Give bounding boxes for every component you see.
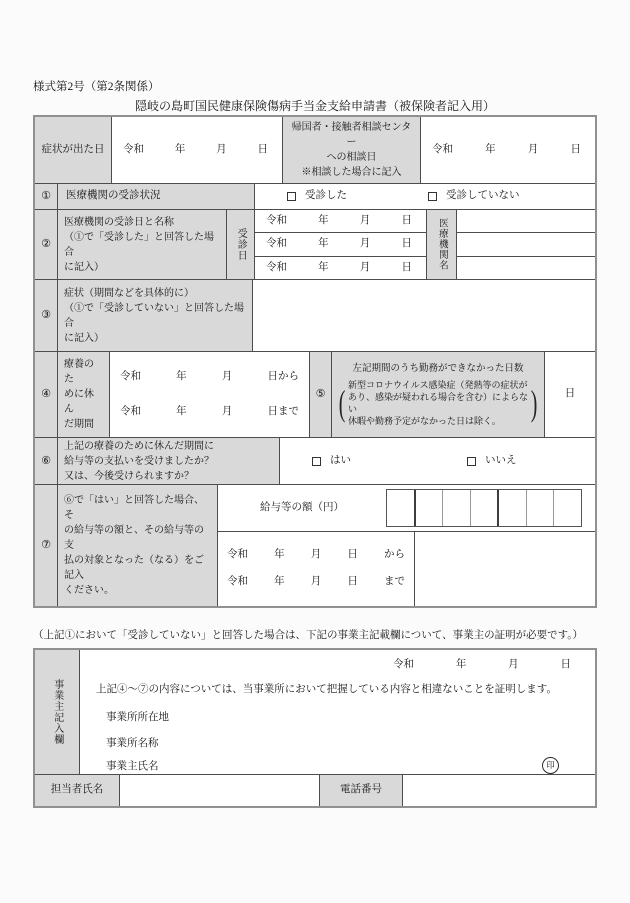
day-label: 日 <box>257 143 268 155</box>
q2-org-names <box>457 210 595 279</box>
symptom-date-label: 症状が出た日 <box>35 117 112 183</box>
phone-label: 電話番号 <box>320 775 403 806</box>
month-label: 月 <box>216 143 227 155</box>
q2-label: 医療機関の受診日と名称 （①で「受診した」と回答した場合 に記入） <box>58 210 227 279</box>
q1-option-no[interactable]: 受診していない <box>428 184 520 209</box>
q4-q5-row <box>35 352 595 438</box>
q1-number: ① <box>35 184 58 209</box>
employer-office-name-label: 事業所名称 <box>106 738 159 749</box>
consult-center-label: 帰国者・接触者相談センター への相談日 ※相談した場合に記入 <box>283 117 421 183</box>
q7-label: ⑥で「はい」と回答した場合、そ の給与等の額と、その給与等の支 払の対象となった（なる）をご記入 ください。 <box>58 485 218 606</box>
q5-unit-label: 日 <box>564 388 576 400</box>
q2-org-name-field-1[interactable] <box>457 210 595 233</box>
amount-digit-box[interactable] <box>553 490 581 526</box>
q1-options <box>255 184 595 209</box>
q1-label: 医療機関の受診状況 <box>58 184 255 209</box>
year-label: 年 <box>485 143 496 155</box>
q5-days-field[interactable] <box>545 352 595 437</box>
checkbox-icon[interactable] <box>428 192 437 201</box>
employer-content <box>80 650 595 774</box>
q4-period-from-field[interactable]: 令和 年 月 日から <box>120 371 299 383</box>
main-table <box>33 115 597 608</box>
q4-period-to-field[interactable]: 令和 年 月 日まで <box>120 405 299 417</box>
q6-options <box>280 438 595 484</box>
year-label: 年 <box>174 143 186 155</box>
form-title: 隠岐の島町国民健康保険傷病手当金支給申請書（被保険者記入用） <box>134 99 495 113</box>
seal-icon: 印 <box>542 757 559 774</box>
symptom-date-field[interactable] <box>112 117 283 183</box>
q7-amount-label: 給与等の額（円） <box>260 501 344 513</box>
amount-digit-box[interactable] <box>497 490 526 526</box>
q5-title: 左記期間のうち勤務ができなかった日数 <box>352 363 524 374</box>
q7-pay-blank-field[interactable] <box>415 532 595 606</box>
amount-digit-box[interactable] <box>442 490 470 526</box>
month-label: 月 <box>527 143 539 155</box>
checkbox-icon[interactable] <box>287 192 296 201</box>
q3-label: 症状（期間などを具体的に） （①で「受診していない」と回答した場合 に記入） <box>58 280 253 351</box>
left-paren-glyph: ( <box>338 382 346 423</box>
q2-visit-dates <box>255 210 427 279</box>
q3-number: ③ <box>35 280 58 351</box>
q2-visit-date-field-3[interactable]: 令和 年 月 日 <box>255 257 427 279</box>
right-paren-glyph: ) <box>530 382 538 423</box>
employer-main-row <box>35 650 595 775</box>
q2-visit-date-field-1[interactable]: 令和 年 月 日 <box>255 210 427 233</box>
era-label: 令和 <box>123 143 144 155</box>
q6-row <box>35 438 595 485</box>
q2-org-name-field-3[interactable] <box>457 257 595 279</box>
employer-address-field[interactable] <box>200 705 575 729</box>
q6-number: ⑥ <box>35 438 58 484</box>
contact-name-label: 担当者氏名 <box>35 775 120 806</box>
q2-visit-date-column-label: 受診日 <box>227 210 255 279</box>
q5-number: ⑤ <box>310 352 332 437</box>
amount-digit-box[interactable] <box>387 490 414 526</box>
form-number: 様式第2号（第2条関係） <box>33 81 160 93</box>
checkbox-icon[interactable] <box>467 457 476 466</box>
q3-row <box>35 280 595 352</box>
employer-date-field[interactable]: 令和 年 月 日 <box>393 659 571 670</box>
employer-address-label: 事業所所在地 <box>106 712 169 723</box>
q7-right-area <box>218 485 595 606</box>
q4-number: ④ <box>35 352 58 437</box>
q5-label <box>332 352 545 437</box>
amount-digit-box[interactable] <box>414 490 443 526</box>
checkbox-icon[interactable] <box>312 457 321 466</box>
amount-digit-box[interactable] <box>526 490 554 526</box>
q6-label: 上記の療養のために休んだ期間に 給与等の支払いを受けましたか？ 又は、今後受けられますか？ <box>58 438 280 484</box>
employer-owner-name-field[interactable] <box>200 756 535 780</box>
q4-label: 療養のた めに休ん だ期間 <box>58 352 110 437</box>
q3-symptom-field[interactable] <box>253 280 595 351</box>
q7-amount-subrow <box>218 485 595 532</box>
q7-number: ⑦ <box>35 485 58 606</box>
q7-amount-boxes[interactable] <box>386 489 582 527</box>
q1-row <box>35 184 595 210</box>
q1-option-yes[interactable]: 受診した <box>287 184 347 209</box>
q4-period-fields <box>110 352 310 437</box>
q2-row <box>35 210 595 280</box>
q2-number: ② <box>35 210 58 279</box>
q7-pay-from-field[interactable]: 令和 年 月 日 から <box>227 549 405 561</box>
q7-row <box>35 485 595 606</box>
q7-pay-period-subrow <box>218 532 595 606</box>
era-label: 令和 <box>432 143 453 155</box>
employer-office-name-field[interactable] <box>200 732 575 756</box>
consult-date-field[interactable] <box>421 117 595 183</box>
amount-digit-box[interactable] <box>470 490 498 526</box>
q7-pay-period-fields <box>218 532 415 606</box>
q2-org-name-column-label: 医療機関名 <box>427 210 457 279</box>
symptom-date-row <box>35 117 595 184</box>
q2-visit-date-field-2[interactable]: 令和 年 月 日 <box>255 233 427 256</box>
employer-table <box>33 648 597 808</box>
employer-side-label: 事業主記入欄 <box>35 650 80 774</box>
q7-pay-to-field[interactable]: 令和 年 月 日 まで <box>227 576 405 588</box>
q5-note: ( 新型コロナウイルス感染症（発熱等の症状が あり、感染が疑われる場合を含む）によらない 休暇や勤務予定がなかった日は除く。 ) <box>338 379 538 427</box>
q6-option-no[interactable]: いいえ <box>467 438 517 484</box>
q6-option-yes[interactable]: はい <box>312 438 351 484</box>
employer-owner-name-label: 事業主氏名 <box>106 761 159 772</box>
q2-org-name-field-2[interactable] <box>457 233 595 256</box>
employer-certification-note: （上記①において「受診していない」と回答した場合は、下記の事業主記載欄について、事業主の証明が必要です。） <box>33 630 583 641</box>
day-label: 日 <box>570 143 581 155</box>
employer-statement: 上記④～⑦の内容については、当事業所において把握している内容と相違ないことを証明します。 <box>96 684 557 695</box>
